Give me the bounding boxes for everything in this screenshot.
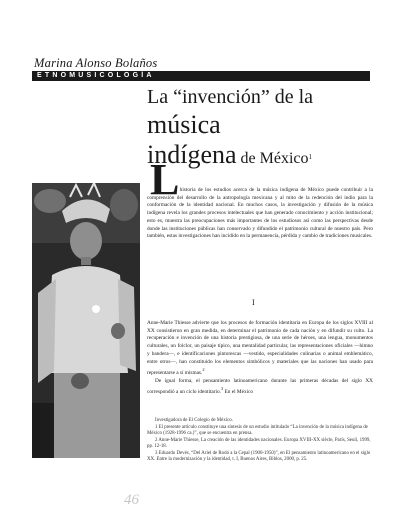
page-number: 46 xyxy=(124,492,139,508)
drop-cap: L xyxy=(150,155,180,204)
footnote-3: 3 Eduardo Devés, “Del Ariel de Rodó a la Cepal (1900-1950)”, en El pensamiento latinoamericano en el siglo XX. Entre la modernización y la identidad, t. I, Buenos Aires, Biblos, 2000, p. 25. xyxy=(147,450,371,462)
body-section xyxy=(147,320,373,397)
intro-text: a historia de los estudios acerca de la música indígena de México puede contribuir a la comprensión del desarrollo de la antropología mexicana y al mito de la redención del indio para la conformación de la identidad nacional. En muchos casos, la investigación y difusión de la música indígena revela los grandes procesos intelectuales que han generado conocimiento y acción institucional; esto es, muestra las preocupaciones más importantes de los estudiosos así como las perspectivas desde donde las instituciones públicas han conservado y difundido el patrimonio cultural de nuestro país. Pero también, estas investigaciones han incidido en la permanencia, pérdida y cambio de tradiciones musicales. xyxy=(147,187,373,240)
footnote-1: 1 El presente artículo constituye una síntesis de un estudio intitulado “La invención de la música indígena de México (1928-1996 ca.)”, que se encuentra en prensa. xyxy=(147,424,368,436)
body-paragraph-1 xyxy=(147,320,373,378)
title-part2: de México xyxy=(236,150,309,167)
section-bar xyxy=(32,71,370,81)
title-emphasis2: indígena xyxy=(147,140,237,169)
author-name: Marina Alonso Bolaños xyxy=(34,56,158,70)
body-paragraph-1-text: Anne-Marie Thiesse advierte que los procesos de formación identitaria en Europa de los siglos XVIII al XX consistieron en gran medida, en determinar el patrimonio de cada nación y en difundir su culto. La recuperación e invención de una historia prestigiosa, de una serie de héroes, una lengua, monumentos culturales, un folclor, un paisaje típico, una mentalidad particular, las representaciones oficiales —himno y bandera—, e identificaciones pintorescas —vestido, especialidades culinarias o animal emblemático, entre otros—, han constituido los elementos simbólicos y materiales que las naciones han usado para representarse a sí mismas. xyxy=(147,320,373,376)
title-part1: La “invención” de la xyxy=(147,86,314,108)
article-title xyxy=(147,84,377,172)
author-affiliation: Investigadora de El Colegio de México. xyxy=(155,418,233,423)
intro-paragraph xyxy=(147,187,373,241)
footnotes xyxy=(147,418,373,464)
body-paragraph-2 xyxy=(147,378,373,397)
footnote-2: 2 Anne-Marie Thiesse, La creación de las identidades nacionales. Europa XVIII-XX siècle, París, Seuil, 1999, pp. 12-18. xyxy=(147,437,371,449)
title-emphasis1: música xyxy=(147,110,221,139)
section-divider: I xyxy=(252,298,255,307)
body-paragraph-2-tail: En el México xyxy=(223,389,254,396)
title-footnote-mark: 1 xyxy=(308,153,313,161)
photo-illustration xyxy=(32,183,140,458)
footnote-ref-3: 3 xyxy=(221,386,224,392)
section-label: ETNOMUSICOLOGÍA xyxy=(37,72,155,79)
musician-photo xyxy=(32,183,140,458)
body-paragraph-2-text: De igual forma, el pensamiento latinoamericano durante las primeras décadas del siglo XX correspondió a un ciclo identitario. xyxy=(147,377,373,396)
footnote-ref-2: 2 xyxy=(202,367,205,373)
